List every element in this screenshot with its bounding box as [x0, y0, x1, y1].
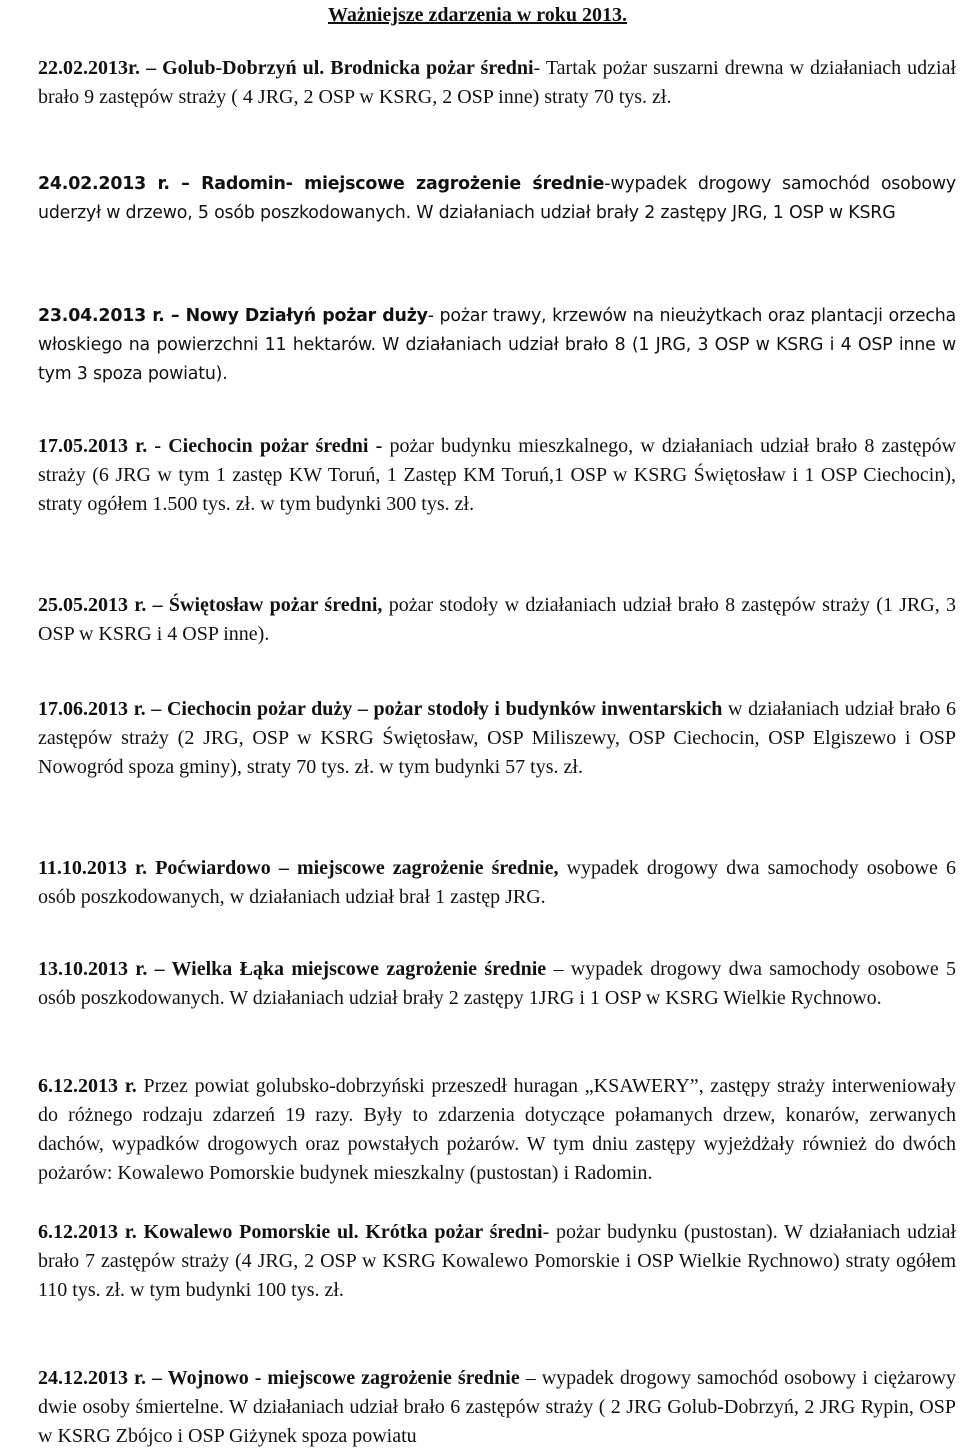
event-entry-10 [38, 1218, 956, 1305]
event-description: - pożar trawy, krzewów na nieużytkach oraz plantacji orzecha włoskiego na powierzchni 11 hektarów. [38, 306, 956, 355]
event-description: - pożar budynku (pustostan). W działaniach udział brało 7 zastępów straży (4 JRG, 2 OSP w KSRG Kowalewo Pomorskie i OSP Wielkie Rychnowo) straty ogółem 110 tys. zł. w tym budynki 100 tys. zł. [38, 1221, 956, 1301]
event-heading-secondary: pożar stodoły i budynków inwentarskich [373, 698, 723, 720]
event-description: pożar stodoły w działaniach udział brało 8 zastępów straży (1 JRG, 3 OSP w KSRG i 4 OSP inne). [38, 594, 957, 645]
event-separator: – [169, 174, 202, 194]
document-page [38, 0, 957, 1447]
event-date: 17.06.2013 r. [38, 698, 146, 720]
event-heading: Ciechocin pożar średni - [168, 435, 383, 457]
event-heading: Kowalewo Pomorskie ul. Krótka pożar średni [136, 1221, 543, 1243]
event-separator: – [352, 698, 374, 720]
event-date: 6.12.2013 r. [38, 1221, 137, 1243]
event-heading: Wojnowo - miejscowe zagrożenie średnie [167, 1367, 520, 1389]
event-heading: Radomin- miejscowe zagrożenie średnie [201, 174, 605, 194]
event-description: Przez powiat golubsko-dobrzyński przeszedł huragan „KSAWERY”, zastępy straży interweniowały do różnego rodzaju zdarzeń 19 razy. Były to zdarzenia dotyczące połamanych drzew, konarów, zerwanych dachów, wypadków drogowych oraz powstałych pożarów. W tym dniu zastępy wyjeżdżały również do dwóch pożarów: Kowalewo Pomorskie budynek mieszkalny (pustostan) i Radomin. [38, 1075, 956, 1184]
event-separator: – [164, 306, 186, 326]
event-heading: Świętosław pożar średni, [168, 594, 383, 616]
event-entry-5 [38, 591, 956, 649]
event-heading: Golub-Dobrzyń ul. Brodnicka pożar średni [162, 57, 534, 79]
event-entry-3 [38, 302, 956, 389]
event-entry-4 [38, 432, 956, 519]
event-separator: - [147, 435, 169, 457]
document-title: Ważniejsze zdarzenia w roku 2013. [328, 4, 628, 26]
event-description: wypadek drogowy dwa samochody osobowe 6 osób poszkodowanych, w działaniach udział brał 1 zastęp JRG. [38, 857, 956, 908]
event-separator: – [145, 698, 167, 720]
event-date: 24.12.2013 r. [38, 1367, 147, 1389]
event-date: 6.12.2013 r. [38, 1075, 137, 1097]
event-separator [147, 857, 155, 879]
event-date: 13.10.2013 r. [38, 958, 148, 980]
event-description: - Tartak pożar suszarni drewna w działaniach udział brało 9 zastępów straży ( 4 JRG, 2 OSP w KSRG, 2 OSP inne) straty 70 tys. zł. [38, 57, 957, 108]
event-heading: Nowy Działyń pożar duży [185, 306, 428, 326]
event-date: 23.04.2013 r. [38, 306, 165, 326]
event-date: 17.05.2013 r. [38, 435, 148, 457]
event-date: 11.10.2013 r. [38, 857, 148, 879]
event-separator: – [146, 1367, 168, 1389]
event-date: 22.02.2013r. [38, 57, 141, 79]
event-entry-8 [38, 955, 956, 1013]
event-description: pożar budynku mieszkalnego, w działaniach udział brało 8 zastępów straży (6 JRG w tym 1 zastęp KW Toruń, 1 Zastęp KM Toruń,1 OSP w KSRG Świętosław i 1 OSP Ciechocin), straty ogółem 1.500 tys. zł. w tym budynki 300 tys. zł. [38, 435, 957, 515]
event-date: 25.05.2013 r. [38, 594, 147, 616]
event-description-continued: W działaniach udział brało 8 (1 JRG, 3 OSP w KSRG i 4 OSP inne w tym 3 spoza powiatu). [38, 335, 956, 384]
event-heading: Wielka Łąka miejscowe zagrożenie średnie [171, 958, 547, 980]
event-entry-6 [38, 695, 956, 782]
event-description: – wypadek drogowy dwa samochody osobowe 5 osób poszkodowanych. W działaniach udział brały 2 zastępy 1JRG i 1 OSP w KSRG Wielkie Rychnowo. [38, 958, 957, 1009]
event-description: w działaniach udział brało 6 zastępów straży (2 JRG, OSP w KSRG Świętosław, OSP Miliszewy, OSP Ciechocin, OSP Elgiszewo i OSP Nowogród spoza gminy), straty 70 tys. zł. w tym budynki 57 tys. zł. [38, 698, 957, 778]
event-separator: – [147, 958, 172, 980]
event-separator: – [146, 594, 169, 616]
event-description: – wypadek drogowy samochód osobowy i ciężarowy dwie osoby śmiertelne. W działaniach udział brało 6 zastępów straży ( 2 JRG Golub-Dobrzyń, 2 JRG Rypin, OSP w KSRG Zbójco i OSP Giżynek spoza powiatu [38, 1367, 957, 1447]
event-entry-9 [38, 1072, 956, 1188]
event-heading: Poćwiardowo – miejscowe zagrożenie średnie, [155, 857, 559, 879]
event-entry-7 [38, 854, 956, 912]
event-separator: – [140, 57, 163, 79]
event-description: -wypadek drogowy samochód osobowy uderzył w drzewo, 5 osób poszkodowanych. [38, 174, 956, 223]
event-entry-11 [38, 1364, 956, 1451]
event-date: 24.02.2013 r. [38, 174, 170, 194]
event-description-continued: W działaniach udział brały 2 zastępy JRG, 1 OSP w KSRG [410, 203, 896, 223]
event-heading: Ciechocin pożar duży [166, 698, 353, 720]
event-entry-2 [38, 170, 956, 228]
event-entry-1 [38, 54, 956, 112]
